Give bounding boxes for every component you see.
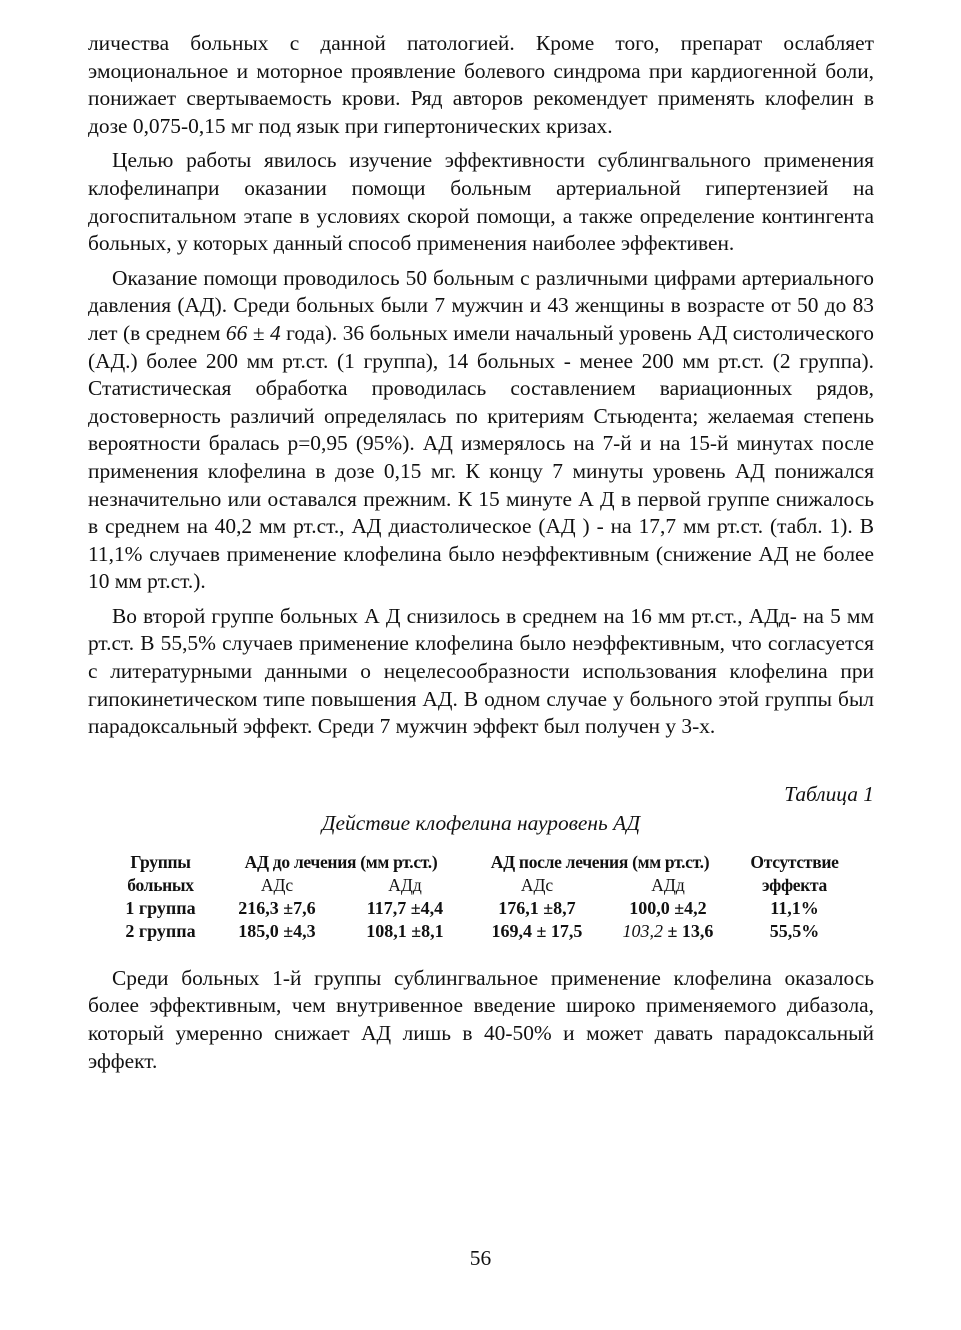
subheader-before-diastolic: АДд xyxy=(388,874,422,895)
paragraph-4: Во второй группе больных А Д снизилось в среднем на 16 мм рт.ст., АДд- на 5 мм рт.ст. В 55,5% случаев применение клофелина было неэффективным, что согласуется с литературными данными о нецелесообразности использования клофелина при гипокинетическом типе повышения АД. В одном случае у больного этой группы был парадоксальный эффект. Среди 7 мужчин эффект был получен у 3-х. xyxy=(88,603,874,739)
results-table xyxy=(108,851,858,943)
paragraph-1: личества больных с данной патологией. Кроме того, препарат ослабляет эмоциональное и моторное проявление болевого синдрома при кардиогенной боли, понижает свертываемость крови. Ряд авторов рекомендует применять клофелин в дозе 0,075-0,15 мг под язык при гипертонических кризах. xyxy=(88,31,874,138)
header-no-effect-line2: эффекта xyxy=(762,874,827,895)
paragraph-3-part-a: Оказание помощи проводилось 50 больным с различными цифрами артериального давления (АД). Среди больных были 7 мужчин и 43 женщины в возрасте от 50 до 83 лет (в среднем xyxy=(88,265,874,345)
paragraph-2: Целью работы явилось изучение эффективности сублингвального применения клофелинапри оказании помощи больным артериальной гипертензией на догоспитальном этапе в условиях скорой помощи, а также определение контингента больных, у которых данный способ применения наиболее эффективен. xyxy=(88,148,874,256)
header-groups-line2: больных xyxy=(127,874,194,895)
header-groups: Группы xyxy=(130,851,191,872)
row-group: 2 группа xyxy=(125,920,196,941)
row-group: 1 группа xyxy=(125,897,196,918)
header-after-treatment: АД после лечения (мм рт.ст.) xyxy=(490,851,710,872)
table-title: Действие клофелина науровень АД xyxy=(321,810,641,835)
subheader-after-systolic: АДс xyxy=(520,874,554,895)
after-diastolic-cell: 100,0 ±4,2 xyxy=(629,897,707,918)
paragraph-3 xyxy=(88,265,874,596)
page-body xyxy=(88,30,874,1075)
header-no-effect: Отсутствие xyxy=(750,851,839,872)
after-diastolic-sd: ± 13,6 xyxy=(663,920,714,941)
table-caption: Таблица 1 xyxy=(784,781,874,806)
subheader-before-systolic: АДс xyxy=(260,874,294,895)
after-systolic-cell: 176,1 ±8,7 xyxy=(498,897,576,918)
before-diastolic-cell: 117,7 ±4,4 xyxy=(366,897,444,918)
header-before-treatment: АД до лечения (мм рт.ст.) xyxy=(244,851,438,872)
no-effect-cell: 55,5% xyxy=(769,920,820,941)
table-subheader-row xyxy=(108,874,858,897)
paragraph-3-part-b: года). 36 больных имели начальный уровень АД систолического (АД.) более 200 мм рт.ст. (1 группа), 14 больных - менее 200 мм рт.ст. (2 группа). Статистическая обработка проводилась составлением вариационных рядов, достоверность различий определялась по критериям Стьюдента; желаемая степень вероятности бралась р=0,95 (95%). АД измерялось на 7-й и на 15-й минутах после применения клофелина в дозе 0,15 мг. К концу 7 минуты уровень АД понижался незначительно или оставался прежним. К 15 минуте А Д в первой группе снижалось в среднем на 40,2 мм рт.ст., АД диастолическое (АД ) - на 17,7 мм рт.ст. (табл. 1). В 11,1% случаев применение клофелина было неэффективным (снижение АД не более 10 мм рт.ст.). xyxy=(88,320,874,594)
table-row xyxy=(108,920,858,943)
subheader-after-diastolic: АДд xyxy=(651,874,685,895)
paragraph-5: Среди больных 1-й группы сублингвальное применение клофелина оказалось более эффективным, чем внутривенное введение широко применяемого дибазола, который умеренно снижает АД лишь в 40-50% и может давать парадоксальный эффект. xyxy=(88,965,874,1073)
after-diastolic-mean: 103,2 xyxy=(622,920,664,941)
before-systolic-cell: 216,3 ±7,6 xyxy=(238,897,316,918)
before-diastolic-cell: 108,1 ±8,1 xyxy=(366,920,444,941)
no-effect-cell: 11,1% xyxy=(770,897,819,918)
page-number: 56 xyxy=(469,1246,492,1270)
table-row xyxy=(108,897,858,920)
mean-age-value: 66 ± 4 xyxy=(225,320,281,345)
table-header-row xyxy=(108,851,858,874)
after-diastolic-cell xyxy=(605,920,731,943)
before-systolic-cell: 185,0 ±4,3 xyxy=(238,920,316,941)
after-systolic-cell: 169,4 ± 17,5 xyxy=(491,920,583,941)
